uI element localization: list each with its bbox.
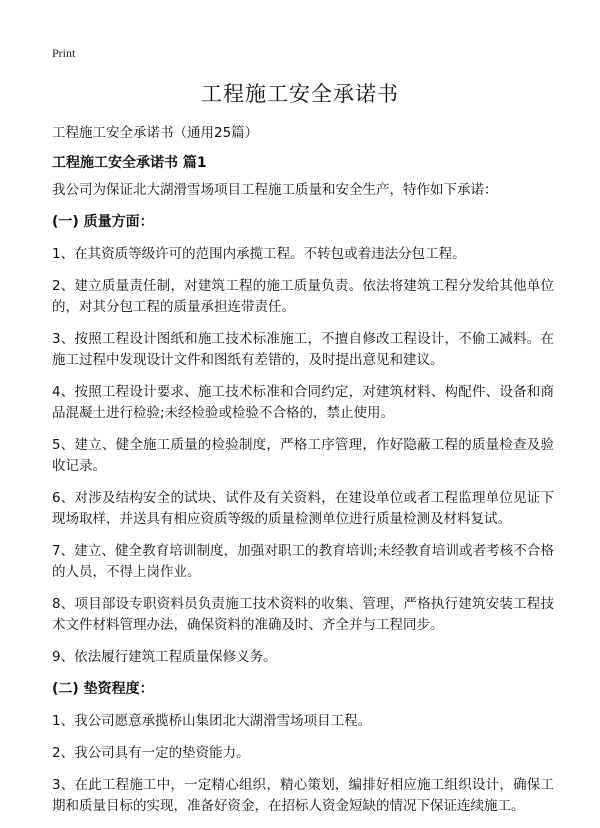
quality-item: 9、依法履行建筑工程质量保修义务。 [52,649,277,665]
quality-item: 7、建立、健全教育培训制度，加强对职工的教育培训;未经教育培训或者考核不合格的人员，不得上岗作业。 [52,543,554,580]
quality-item: 8、项目部设专职资料员负责施工技术资料的收集、管理，严格执行建筑安装工程技术文件材料管理办法，确保资料的准确及时、齐全并与工程同步。 [52,596,554,633]
document-title: 工程施工安全承诺书 [201,82,399,106]
funding-item: 3、在此工程施工中，一定精心组织，精心策划，编排好相应施工组织设计，确保工期和质量目标的实现，准备好资金，在招标人资金短缺的情况下保证连续施工。 [52,777,554,814]
intro-paragraph: 我公司为保证北大湖滑雪场项目工程施工质量和安全生产，特作如下承诺： [52,182,498,198]
funding-heading: (二) 垫资程度： [52,681,154,697]
quality-item: 6、对涉及结构安全的试块、试件及有关资料，在建设单位或者工程监理单位见证下现场取样，并送具有相应资质等级的质量检测单位进行质量检测及材料复试。 [52,490,554,527]
funding-item: 1、我公司愿意承揽桥山集团北大湖滑雪场项目工程。 [52,713,372,729]
funding-item: 2、我公司具有一定的垫资能力。 [52,745,250,761]
document-body [52,180,554,828]
quality-item: 2、建立质量责任制，对建筑工程的施工质量负责。依法将建筑工程分发给其他单位的，对其分包工程的质量承担连带责任。 [52,278,554,315]
document-subtitle: 工程施工安全承诺书（通用25篇） [52,125,259,141]
quality-item: 4、按照工程设计要求、施工技术标准和合同约定，对建筑材料、构配件、设备和商品混凝土进行检验;未经检验或检验不合格的，禁止使用。 [52,384,554,421]
quality-item: 3、按照工程设计图纸和施工技术标准施工，不擅自修改工程设计，不偷工减料。在施工过程中发现设计文件和图纸有差错的，及时提出意见和建议。 [52,331,554,368]
quality-heading: (一) 质量方面： [52,214,154,230]
section-heading: 工程施工安全承诺书 篇1 [52,155,207,171]
quality-item: 5、建立、健全施工质量的检验制度，严格工序管理，作好隐蔽工程的质量检查及验收记录。 [52,437,554,474]
print-label: Print [52,46,76,60]
quality-item: 1、在其资质等级许可的范围内承揽工程。不转包或着违法分包工程。 [52,246,466,262]
